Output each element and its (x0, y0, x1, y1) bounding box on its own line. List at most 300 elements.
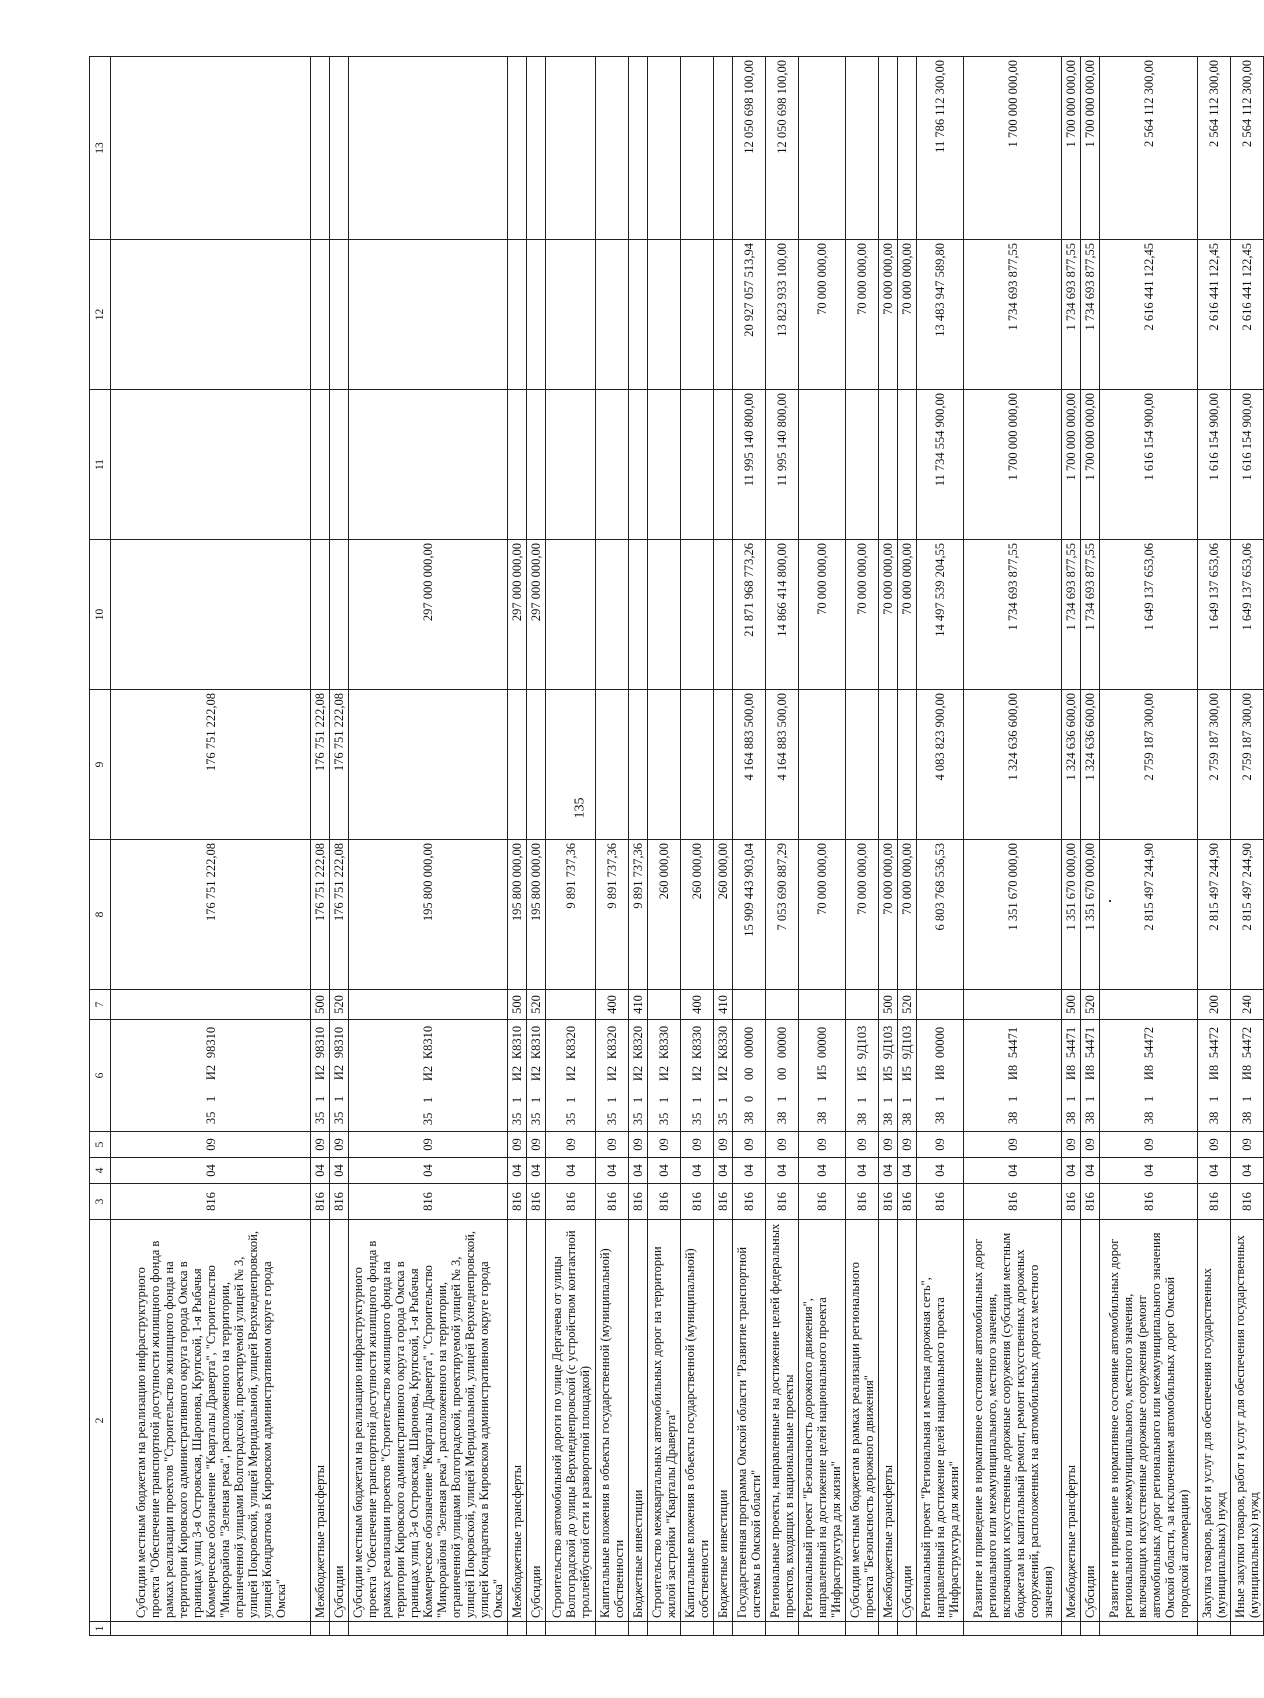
cell-section: 04 (681, 1158, 714, 1184)
target-article-part: И2 (529, 1065, 543, 1082)
cell-section: 04 (648, 1158, 681, 1184)
cell-target-article (330, 1020, 349, 1132)
cell-amount-c8: 195 800 000,00 (508, 840, 527, 990)
cell-amount-c10 (714, 540, 733, 690)
cell-name: Бюджетные инвестиции (714, 1220, 733, 1622)
cell-amount-c12 (681, 240, 714, 390)
target-article-part: И8 (1005, 1064, 1020, 1081)
column-header-8: 8 (90, 840, 111, 990)
table-row (681, 57, 714, 1636)
cell-subsection: 09 (917, 1132, 964, 1158)
target-article-part: К8330 (690, 1025, 704, 1060)
column-header-2: 2 (90, 1220, 111, 1622)
cell-name: Субсидии местным бюджетам на реализацию инфраструктурного проекта "Обеспечение транспортной доступности жилищного фонда в рамках реализации проектов "Строительство жилищного фонда на территории Кировского административного округа города Омска в границах улиц 3-я Островская, Шаронова, Крупской, 1-я Рыбачья Коммерческое обозначение "Кварталы Драверта", "Строительство "Микрорайона "Зеленая река", расположенного на территории, ограниченной улицами Волгоградской, проектируемой улицей № 3, улицей Покровской, улицей Меридиальной, улицей Верхнеднепровской, улицей Кондратюка в Кировском административном округе города Омска" (349, 1220, 508, 1622)
cell-subsection: 09 (964, 1132, 1062, 1158)
cell-amount-c12 (629, 240, 648, 390)
cell-col1 (964, 1622, 1062, 1636)
cell-grbs: 816 (349, 1184, 508, 1220)
cell-section: 04 (527, 1158, 546, 1184)
cell-col1 (629, 1622, 648, 1636)
cell-amount-c10: 70 000 000,00 (898, 540, 917, 690)
target-article-part: 35 (510, 1112, 524, 1126)
cell-target-article (766, 1020, 799, 1132)
target-article-part: И8 (933, 1064, 947, 1081)
cell-name: Региональный проект "Безопасность дорожного движения", направленный на достижение целей национального проекта "Инфраструктура для жизни" (799, 1220, 846, 1622)
cell-amount-c13 (311, 57, 330, 240)
cell-amount-c11 (546, 390, 596, 540)
cell-amount-c10 (629, 540, 648, 690)
target-article-part: 35 (657, 1112, 671, 1126)
target-article-part: 38 (933, 1111, 947, 1125)
cell-section: 04 (596, 1158, 629, 1184)
target-article-part: И8 (1207, 1064, 1221, 1081)
target-article-part: 1 (690, 1096, 704, 1104)
cell-amount-c12: 1 734 693 877,55 (1062, 240, 1081, 390)
cell-amount-c13 (714, 57, 733, 240)
cell-amount-c9: 2 759 187 300,00 (1231, 690, 1264, 840)
target-article-part: 38 (855, 1112, 869, 1126)
cell-amount-c10 (330, 540, 349, 690)
cell-amount-c11: 1 616 154 900,00 (1231, 390, 1264, 540)
cell-grbs: 816 (766, 1184, 799, 1220)
table-row (330, 57, 349, 1636)
cell-grbs: 816 (527, 1184, 546, 1220)
target-article-part: 1 (1005, 1095, 1020, 1103)
cell-section: 04 (846, 1158, 879, 1184)
table-row (766, 57, 799, 1636)
cell-amount-c12: 70 000 000,00 (799, 240, 846, 390)
cell-target-article (527, 1020, 546, 1132)
cell-col1 (349, 1622, 508, 1636)
cell-col1 (1081, 1622, 1100, 1636)
cell-expense-type: 400 (681, 990, 714, 1020)
cell-amount-c11 (681, 390, 714, 540)
cell-grbs: 816 (330, 1184, 349, 1220)
cell-col1 (1231, 1622, 1264, 1636)
cell-amount-c9: 176 751 222,08 (330, 690, 349, 840)
cell-section: 04 (1100, 1158, 1198, 1184)
target-article-part: 1 (563, 1096, 578, 1104)
cell-amount-c8: 2 815 497 244,90 (1231, 840, 1264, 990)
target-article-part: 98310 (313, 1026, 327, 1059)
cell-section: 04 (330, 1158, 349, 1184)
cell-section: 04 (917, 1158, 964, 1184)
cell-name: Региональные проекты, направленные на достижение целей федеральных проектов, входящих в национальные проекты (766, 1220, 799, 1622)
cell-grbs: 816 (1062, 1184, 1081, 1220)
target-article-part: 38 (1083, 1111, 1097, 1125)
cell-amount-c11: 1 700 000 000,00 (1062, 390, 1081, 540)
cell-section: 04 (629, 1158, 648, 1184)
target-article-part: 35 (332, 1111, 346, 1125)
cell-name: Межбюджетные трансферты (508, 1220, 527, 1622)
cell-amount-c9 (879, 690, 898, 840)
cell-amount-c11 (527, 390, 546, 540)
target-article-part: 1 (933, 1095, 947, 1103)
cell-name: Межбюджетные трансферты (1062, 1220, 1081, 1622)
cell-amount-c11: 1 700 000 000,00 (964, 390, 1062, 540)
target-article-part: 38 (881, 1112, 895, 1126)
target-article-part: 1 (421, 1096, 435, 1104)
cell-amount-c10: 297 000 000,00 (527, 540, 546, 690)
table-row (1231, 57, 1264, 1636)
cell-subsection: 09 (1081, 1132, 1100, 1158)
target-article-part: И8 (1064, 1064, 1078, 1081)
target-article-part: 54471 (1064, 1026, 1078, 1059)
cell-amount-c13: 1 700 000 000,00 (1062, 57, 1081, 240)
cell-subsection: 09 (846, 1132, 879, 1158)
cell-amount-c10: 1 734 693 877,55 (964, 540, 1062, 690)
cell-amount-c8: 176 751 222,08 (111, 840, 311, 990)
cell-subsection: 09 (681, 1132, 714, 1158)
cell-col1 (508, 1622, 527, 1636)
target-article-part: 38 (1207, 1111, 1221, 1125)
cell-grbs: 816 (681, 1184, 714, 1220)
cell-amount-c9: 4 164 883 500,00 (733, 690, 766, 840)
table-row (1198, 57, 1231, 1636)
cell-amount-c13 (681, 57, 714, 240)
target-article-part: К8310 (510, 1025, 524, 1060)
target-article-part: И5 (855, 1065, 869, 1082)
cell-amount-c12: 70 000 000,00 (879, 240, 898, 390)
cell-name: Развитие и приведение в нормативное состояние автомобильных дорог регионального или межмуниципального, местного значения, включающих искусственные дорожные сооружения (субсидии местным бюджетам на капитальный ремонт, ремонт искусственных дорожных сооружений, расположенных на автомобильных дорогах местного значения) (964, 1220, 1062, 1622)
cell-target-article (714, 1020, 733, 1132)
cell-grbs: 816 (596, 1184, 629, 1220)
cell-col1 (596, 1622, 629, 1636)
target-article-part: 98310 (203, 1026, 218, 1059)
cell-amount-c9: 176 751 222,08 (111, 690, 311, 840)
table-row (879, 57, 898, 1636)
target-article-part: 1 (881, 1097, 895, 1104)
target-article-part: 35 (690, 1112, 704, 1126)
cell-subsection: 09 (879, 1132, 898, 1158)
column-header-12: 12 (90, 240, 111, 390)
cell-section: 04 (349, 1158, 508, 1184)
cell-col1 (714, 1622, 733, 1636)
target-article-part: К8330 (716, 1025, 730, 1060)
target-article-part: 9Д103 (900, 1025, 914, 1060)
column-header-10: 10 (90, 540, 111, 690)
cell-expense-type: 410 (714, 990, 733, 1020)
target-article-part: 38 (775, 1111, 789, 1125)
cell-amount-c10: 297 000 000,00 (349, 540, 508, 690)
table-row (714, 57, 733, 1636)
cell-amount-c9: 2 759 187 300,00 (1198, 690, 1231, 840)
cell-amount-c10 (681, 540, 714, 690)
cell-amount-c8: 1 351 670 000,00 (1081, 840, 1100, 990)
cell-amount-c12: 1 734 693 877,55 (964, 240, 1062, 390)
cell-amount-c10: 1 734 693 877,55 (1062, 540, 1081, 690)
cell-amount-c10 (111, 540, 311, 690)
cell-section: 04 (799, 1158, 846, 1184)
cell-amount-c10: 21 871 968 773,26 (733, 540, 766, 690)
target-article-part: 38 (1240, 1111, 1254, 1125)
cell-amount-c13 (508, 57, 527, 240)
cell-amount-c12: 13 823 933 100,00 (766, 240, 799, 390)
cell-amount-c10: 1 734 693 877,55 (1081, 540, 1100, 690)
cell-amount-c9 (846, 690, 879, 840)
cell-subsection: 09 (799, 1132, 846, 1158)
cell-expense-type: 410 (629, 990, 648, 1020)
page-number: 135 (572, 797, 588, 819)
cell-subsection: 09 (898, 1132, 917, 1158)
target-article-part: К8320 (563, 1025, 578, 1060)
cell-amount-c10: 70 000 000,00 (879, 540, 898, 690)
cell-grbs: 816 (311, 1184, 330, 1220)
cell-name: Бюджетные инвестиции (629, 1220, 648, 1622)
target-article-part: 98310 (332, 1026, 346, 1059)
cell-amount-c8: 260 000,00 (714, 840, 733, 990)
cell-target-article (546, 1020, 596, 1132)
cell-section: 04 (879, 1158, 898, 1184)
target-article-part: 35 (716, 1112, 730, 1126)
budget-table-container (89, 57, 1261, 1636)
cell-amount-c13: 2 564 112 300,00 (1231, 57, 1264, 240)
cell-amount-c10 (648, 540, 681, 690)
cell-amount-c11 (648, 390, 681, 540)
cell-expense-type (917, 990, 964, 1020)
cell-amount-c8: 1 351 670 000,00 (1062, 840, 1081, 990)
cell-col1 (1198, 1622, 1231, 1636)
cell-expense-type: 500 (311, 990, 330, 1020)
target-article-part: 1 (510, 1096, 524, 1104)
cell-amount-c13: 2 564 112 300,00 (1100, 57, 1198, 240)
cell-amount-c12 (527, 240, 546, 390)
cell-name: Региональный проект "Региональная и местная дорожная сеть", направленный на достижение целей национального проекта "Инфраструктура для жизни" (917, 1220, 964, 1622)
table-row (917, 57, 964, 1636)
cell-amount-c13: 12 050 698 100,00 (766, 57, 799, 240)
cell-expense-type: 500 (508, 990, 527, 1020)
cell-name: Субсидии местным бюджетам на реализацию инфраструктурного проекта "Обеспечение транспортной доступности жилищного фонда в рамках реализации проектов "Строительство жилищного фонда на территории Кировского административного округа города Омска в границах улиц 3-я Островская, Шаронова, Крупской, 1-я Рыбачья Коммерческое обозначение "Кварталы Драверта", "Строительство "Микрорайона "Зеленая река", расположенного на территории, ограниченной улицами Волгоградской, проектируемой улицей № 3, улицей Покровской, улицей Меридиальной, улицей Верхнеднепровской, улицей Кондратюка в Кировском административном округе города Омска" (111, 1220, 311, 1622)
column-header-11: 11 (90, 390, 111, 540)
cell-amount-c11 (898, 390, 917, 540)
cell-grbs: 816 (1198, 1184, 1231, 1220)
cell-amount-c11 (349, 390, 508, 540)
target-article-part: И2 (690, 1065, 704, 1082)
table-row (648, 57, 681, 1636)
target-article-part: И2 (421, 1065, 435, 1082)
target-article-part: И2 (605, 1065, 619, 1082)
cell-subsection: 09 (733, 1132, 766, 1158)
cell-amount-c13: 1 700 000 000,00 (964, 57, 1062, 240)
cell-amount-c9: 4 164 883 500,00 (766, 690, 799, 840)
cell-col1 (917, 1622, 964, 1636)
cell-section: 04 (1231, 1158, 1264, 1184)
cell-amount-c11: 1 616 154 900,00 (1198, 390, 1231, 540)
cell-name: Субсидии (1081, 1220, 1100, 1622)
cell-col1 (527, 1622, 546, 1636)
target-article-part: 1 (605, 1096, 619, 1104)
cell-amount-c12: 70 000 000,00 (898, 240, 917, 390)
cell-amount-c8: 176 751 222,08 (330, 840, 349, 990)
cell-col1 (1062, 1622, 1081, 1636)
target-article-part: 35 (203, 1111, 218, 1125)
cell-target-article (917, 1020, 964, 1132)
target-article-part: 1 (1240, 1095, 1254, 1103)
cell-target-article (1231, 1020, 1264, 1132)
cell-amount-c8: 15 909 443 903,04 (733, 840, 766, 990)
cell-amount-c8: 7 053 690 887,29 (766, 840, 799, 990)
cell-amount-c11: 11 995 140 800,00 (766, 390, 799, 540)
target-article-part: 00 (742, 1067, 756, 1081)
table-row (111, 57, 311, 1636)
cell-amount-c10: 70 000 000,00 (799, 540, 846, 690)
cell-amount-c12: 1 734 693 877,55 (1081, 240, 1100, 390)
column-header-13: 13 (90, 57, 111, 240)
cell-col1 (681, 1622, 714, 1636)
cell-amount-c11 (799, 390, 846, 540)
cell-section: 04 (733, 1158, 766, 1184)
cell-section: 04 (1062, 1158, 1081, 1184)
cell-amount-c11: 1 616 154 900,00 (1100, 390, 1198, 540)
cell-amount-c8: 195 800 000,00 (349, 840, 508, 990)
table-row (964, 57, 1062, 1636)
cell-name: Субсидии (330, 1220, 349, 1622)
target-article-part: 38 (1064, 1111, 1078, 1125)
target-article-part: 00000 (742, 1026, 756, 1059)
cell-amount-c8: 9 891 737,36 (546, 840, 596, 990)
target-article-part: И2 (313, 1064, 327, 1081)
target-article-part: 38 (1141, 1111, 1156, 1125)
target-article-part: И5 (815, 1064, 829, 1081)
cell-grbs: 816 (508, 1184, 527, 1220)
cell-col1 (879, 1622, 898, 1636)
cell-amount-c13 (648, 57, 681, 240)
cell-amount-c8: 9 891 737,36 (596, 840, 629, 990)
table-row (733, 57, 766, 1636)
cell-target-article (1100, 1020, 1198, 1132)
cell-col1 (330, 1622, 349, 1636)
cell-amount-c9 (648, 690, 681, 840)
cell-subsection: 09 (1231, 1132, 1264, 1158)
cell-name: Капитальные вложения в объекты государственной (муниципальной) собственности (681, 1220, 714, 1622)
cell-grbs: 816 (1081, 1184, 1100, 1220)
cell-target-article (733, 1020, 766, 1132)
cell-amount-c12 (714, 240, 733, 390)
cell-subsection: 09 (311, 1132, 330, 1158)
target-article-part: 1 (1207, 1095, 1221, 1103)
cell-subsection: 09 (648, 1132, 681, 1158)
cell-amount-c13 (898, 57, 917, 240)
target-article-part: 54472 (1207, 1026, 1221, 1059)
target-article-part: И2 (332, 1064, 346, 1081)
target-article-part: 35 (605, 1112, 619, 1126)
cell-section: 04 (714, 1158, 733, 1184)
target-article-part: 35 (313, 1111, 327, 1125)
cell-col1 (766, 1622, 799, 1636)
target-article-part: К8320 (631, 1025, 645, 1060)
cell-amount-c8: 2 815 497 244,90 (1198, 840, 1231, 990)
table-row (508, 57, 527, 1636)
target-article-part: 1 (900, 1097, 914, 1104)
cell-subsection: 09 (527, 1132, 546, 1158)
table-row (898, 57, 917, 1636)
cell-expense-type (111, 990, 311, 1020)
cell-subsection: 09 (629, 1132, 648, 1158)
cell-amount-c13 (111, 57, 311, 240)
cell-grbs: 816 (879, 1184, 898, 1220)
cell-amount-c11 (714, 390, 733, 540)
cell-target-article (1062, 1020, 1081, 1132)
target-article-part: 00000 (815, 1026, 829, 1059)
cell-subsection: 09 (349, 1132, 508, 1158)
target-article-part: 1 (716, 1096, 730, 1104)
target-article-part: 1 (529, 1096, 543, 1104)
cell-expense-type (733, 990, 766, 1020)
cell-col1 (311, 1622, 330, 1636)
cell-amount-c13 (799, 57, 846, 240)
table-body (111, 57, 1264, 1636)
cell-amount-c8: 260 000,00 (681, 840, 714, 990)
cell-subsection: 09 (508, 1132, 527, 1158)
cell-amount-c13 (846, 57, 879, 240)
cell-name: Межбюджетные трансферты (311, 1220, 330, 1622)
cell-grbs: 816 (733, 1184, 766, 1220)
cell-amount-c11: 11 734 554 900,00 (917, 390, 964, 540)
cell-expense-type: 520 (330, 990, 349, 1020)
cell-expense-type: 240 (1231, 990, 1264, 1020)
target-article-part: 1 (775, 1095, 789, 1103)
cell-target-article (629, 1020, 648, 1132)
target-article-part: 1 (855, 1097, 869, 1104)
cell-section: 04 (964, 1158, 1062, 1184)
cell-amount-c8: 6 803 768 536,53 (917, 840, 964, 990)
cell-amount-c10: 14 866 414 800,00 (766, 540, 799, 690)
cell-amount-c9: 176 751 222,08 (311, 690, 330, 840)
column-header-3: 3 (90, 1184, 111, 1220)
cell-name: Капитальные вложения в объекты государственной (муниципальной) собственности (596, 1220, 629, 1622)
cell-amount-c13 (330, 57, 349, 240)
cell-amount-c11 (111, 390, 311, 540)
target-article-part: 1 (313, 1095, 327, 1103)
cell-target-article (508, 1020, 527, 1132)
cell-expense-type: 520 (1081, 990, 1100, 1020)
target-article-part: К8310 (529, 1025, 543, 1060)
target-article-part: И8 (1141, 1064, 1156, 1081)
cell-amount-c13: 12 050 698 100,00 (733, 57, 766, 240)
cell-name: Государственная программа Омской области "Развитие транспортной системы в Омской области" (733, 1220, 766, 1622)
cell-amount-c10: 14 497 539 204,55 (917, 540, 964, 690)
cell-section: 04 (508, 1158, 527, 1184)
cell-col1 (846, 1622, 879, 1636)
target-article-part: К8310 (421, 1025, 435, 1060)
cell-amount-c10 (596, 540, 629, 690)
target-article-part: 35 (563, 1112, 578, 1126)
cell-target-article (879, 1020, 898, 1132)
cell-amount-c8: 195 800 000,00 (527, 840, 546, 990)
cell-grbs: 816 (898, 1184, 917, 1220)
cell-amount-c11 (629, 390, 648, 540)
target-article-part: 54471 (1083, 1026, 1097, 1059)
cell-amount-c12 (508, 240, 527, 390)
cell-name: Межбюджетные трансферты (879, 1220, 898, 1622)
cell-amount-c11: 1 700 000 000,00 (1081, 390, 1100, 540)
cell-amount-c9: 1 324 636 600,00 (964, 690, 1062, 840)
cell-target-article (311, 1020, 330, 1132)
cell-grbs: 816 (846, 1184, 879, 1220)
cell-amount-c12 (546, 240, 596, 390)
cell-name: Закупка товаров, работ и услуг для обеспечения государственных (муниципальных) нужд (1198, 1220, 1231, 1622)
target-article-part: И2 (631, 1065, 645, 1082)
cell-grbs: 816 (648, 1184, 681, 1220)
cell-section: 04 (311, 1158, 330, 1184)
cell-amount-c12 (596, 240, 629, 390)
cell-grbs: 816 (546, 1184, 596, 1220)
cell-amount-c12 (648, 240, 681, 390)
cell-amount-c9 (546, 690, 596, 840)
cell-section: 04 (898, 1158, 917, 1184)
cell-target-article (1198, 1020, 1231, 1132)
cell-expense-type (648, 990, 681, 1020)
